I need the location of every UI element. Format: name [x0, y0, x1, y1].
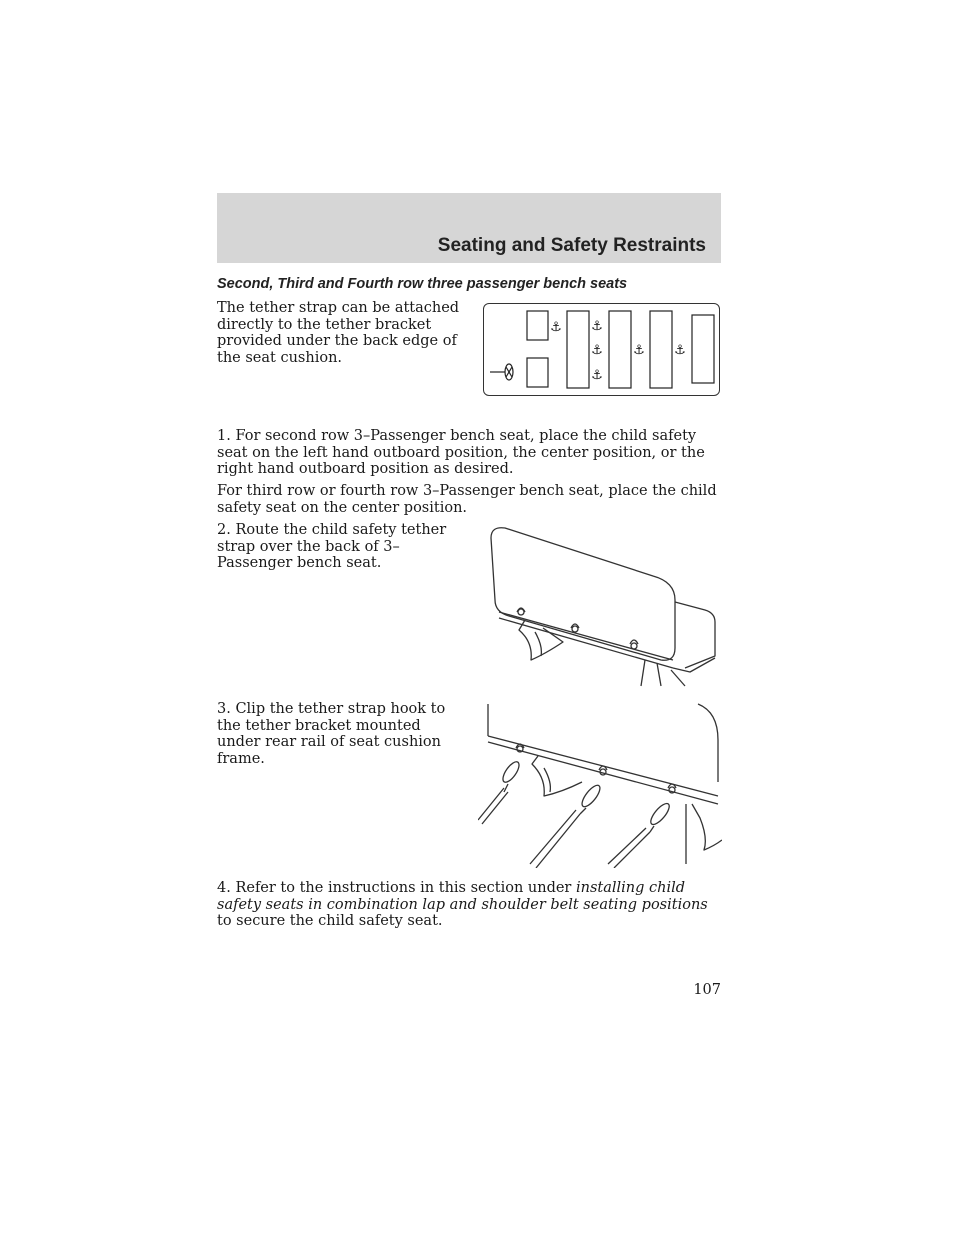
anchor-icon: ⚓ [550, 320, 562, 335]
step-4-text-end: to secure the child safety seat. [217, 913, 443, 929]
step-3: 3. Clip the tether strap hook to the tether bracket mounted under rear rail of seat cushion frame. [217, 701, 446, 767]
step-4-reference: installing child safety seats in combination lap and shoulder belt seating positions [217, 880, 708, 913]
tether-hook-illustration [478, 700, 722, 868]
subheading: Second, Third and Fourth row three passenger bench seats [217, 276, 628, 292]
header-band [217, 193, 721, 263]
bench-seat-tether-illustration [485, 520, 721, 688]
page-number: 107 [693, 982, 721, 998]
step-4 [217, 880, 721, 930]
seating-layout-diagram [483, 303, 720, 396]
seating-layout-svg [484, 304, 719, 395]
anchor-icon: ⚓ [633, 343, 645, 358]
step-1: 1. For second row 3–Passenger bench seat, place the child safety seat on the left hand outboard position, the center position, or the right hand outboard position as desired. [217, 428, 705, 477]
intro-paragraph: The tether strap can be attached directly to the tether bracket provided under the back edge of the seat cushion. [217, 300, 460, 366]
step-1-continued: For third row or fourth row 3–Passenger bench seat, place the child safety seat on the center position. [217, 483, 717, 516]
section-title: Seating and Safety Restraints [437, 235, 706, 256]
step-2: 2. Route the child safety tether strap over the back of 3–Passenger bench seat. [217, 522, 447, 571]
anchor-icon: ⚓ [591, 343, 603, 358]
anchor-icon: ⚓ [591, 319, 603, 334]
anchor-icon: ⚓ [674, 343, 686, 358]
anchor-icon: ⚓ [591, 368, 603, 383]
step-4-text: 4. Refer to the instructions in this section under [217, 880, 576, 896]
